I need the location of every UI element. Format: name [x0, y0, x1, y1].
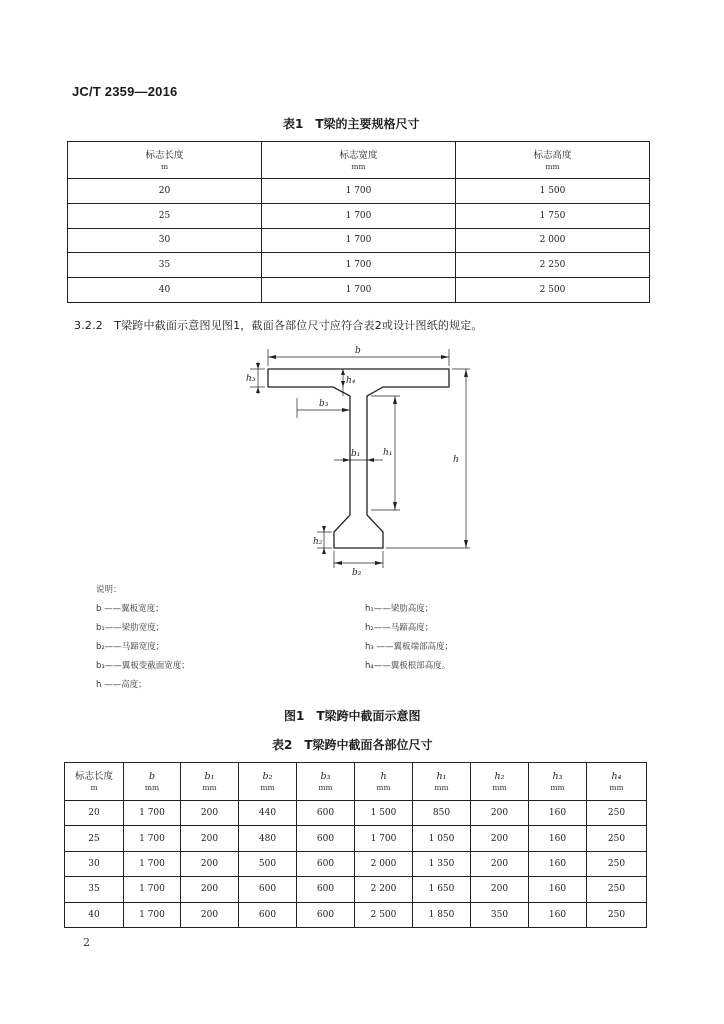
table-cell: 500 — [239, 851, 297, 876]
table2-header-row — [65, 763, 647, 801]
table1-caption: 表1 T梁的主要规格尺寸 — [283, 117, 420, 131]
table-cell: 200 — [181, 801, 239, 826]
table2-header-cell: b mm — [124, 763, 181, 801]
table2 — [64, 762, 647, 928]
table-cell: 1 700 — [124, 851, 181, 876]
table-cell: 600 — [297, 877, 355, 902]
label-b1: b₁ — [351, 449, 361, 459]
table-cell: 250 — [587, 801, 647, 826]
figure1-notes — [96, 583, 516, 693]
table-cell: 1 700 — [262, 179, 456, 204]
standard-code: JC/T 2359—2016 — [72, 84, 178, 99]
table2-header-cell: h mm — [355, 763, 413, 801]
table-cell: 1 700 — [124, 902, 181, 927]
table2-header-cell: h₁ mm — [413, 763, 471, 801]
table-cell: 250 — [587, 877, 647, 902]
table-cell: 2 500 — [456, 278, 650, 303]
table-cell: 1 700 — [262, 278, 456, 303]
table-cell: 600 — [239, 902, 297, 927]
table-cell: 350 — [471, 902, 529, 927]
table-cell: 40 — [65, 902, 124, 927]
figure1-caption: 图1 T梁跨中截面示意图 — [284, 709, 421, 723]
note-item: b₃——翼板变截面宽度； — [96, 661, 190, 671]
note-item: h₃ ——翼板端部高度； — [365, 642, 453, 652]
table-cell: 1 700 — [355, 826, 413, 851]
table-cell: 35 — [68, 253, 262, 278]
table2-caption: 表2 T梁跨中截面各部位尺寸 — [272, 738, 433, 752]
table2-header-cell: b₂ mm — [239, 763, 297, 801]
table-cell: 2 500 — [355, 902, 413, 927]
table-cell: 30 — [68, 228, 262, 253]
table-row — [65, 902, 647, 927]
table-cell: 250 — [587, 902, 647, 927]
table-cell: 20 — [65, 801, 124, 826]
table-cell: 1 700 — [262, 228, 456, 253]
table-cell: 200 — [471, 851, 529, 876]
table-cell: 440 — [239, 801, 297, 826]
table-cell: 600 — [297, 851, 355, 876]
label-b: b — [355, 346, 361, 356]
table2-header-cell: h₃ mm — [529, 763, 587, 801]
table-cell: 2 000 — [355, 851, 413, 876]
table-cell: 480 — [239, 826, 297, 851]
table-cell: 600 — [297, 902, 355, 927]
label-h4: h₄ — [346, 376, 356, 386]
table-cell: 200 — [181, 902, 239, 927]
table-cell: 200 — [471, 801, 529, 826]
table-cell: 1 050 — [413, 826, 471, 851]
table-cell: 200 — [471, 826, 529, 851]
label-h2: h₂ — [313, 537, 323, 547]
table1-header-cell: 标志长度 m — [68, 142, 262, 179]
table-row — [65, 801, 647, 826]
table-cell: 1 700 — [262, 253, 456, 278]
table-cell: 1 500 — [355, 801, 413, 826]
table-cell: 250 — [587, 851, 647, 876]
label-b2: b₂ — [352, 568, 362, 578]
table-cell: 850 — [413, 801, 471, 826]
note-item: h₂——马蹄高度； — [365, 623, 434, 633]
table-cell: 2 250 — [456, 253, 650, 278]
table-cell: 25 — [68, 203, 262, 228]
table-row — [65, 877, 647, 902]
table-cell: 160 — [529, 801, 587, 826]
note-item: h₄——翼板根部高度。 — [365, 661, 451, 671]
label-h1: h₁ — [383, 448, 393, 458]
table-cell: 20 — [68, 179, 262, 204]
table-cell: 1 500 — [456, 179, 650, 204]
table-cell: 200 — [181, 851, 239, 876]
page-number: 2 — [83, 936, 90, 949]
table-cell: 200 — [181, 877, 239, 902]
table-cell: 1 850 — [413, 902, 471, 927]
table1-header-cell: 标志宽度 mm — [262, 142, 456, 179]
table-cell: 200 — [181, 826, 239, 851]
table1-header-cell: 标志高度 mm — [456, 142, 650, 179]
table2-header-cell: h₄ mm — [587, 763, 647, 801]
note-item: b₁——梁肋宽度； — [96, 623, 165, 633]
label-h3: h₃ — [246, 374, 256, 384]
table-cell: 600 — [297, 801, 355, 826]
table-cell: 200 — [471, 877, 529, 902]
table-cell: 25 — [65, 826, 124, 851]
note-item: b₂——马蹄宽度； — [96, 642, 165, 652]
table-cell: 600 — [239, 877, 297, 902]
label-b3: b₃ — [319, 399, 329, 409]
note-item: b ——翼板宽度； — [96, 604, 164, 614]
table2-header-cell: b₃ mm — [297, 763, 355, 801]
table2-header-cell: h₂ mm — [471, 763, 529, 801]
notes-title: 说明： — [96, 585, 122, 595]
table-cell: 2 000 — [456, 228, 650, 253]
table2-header-cell: b₁ mm — [181, 763, 239, 801]
table-cell: 40 — [68, 278, 262, 303]
note-item: h₁——梁肋高度； — [365, 604, 434, 614]
table-cell: 2 200 — [355, 877, 413, 902]
table-cell: 160 — [529, 826, 587, 851]
table-cell: 30 — [65, 851, 124, 876]
table-row — [65, 826, 647, 851]
table-cell: 1 700 — [124, 877, 181, 902]
table-cell: 35 — [65, 877, 124, 902]
table-row — [65, 851, 647, 876]
table-cell: 1 700 — [262, 203, 456, 228]
label-h: h — [453, 455, 459, 465]
table-cell: 160 — [529, 877, 587, 902]
table-cell: 160 — [529, 902, 587, 927]
note-item: h ——高度； — [96, 680, 147, 690]
table-cell: 1 750 — [456, 203, 650, 228]
table-cell: 1 700 — [124, 801, 181, 826]
table-cell: 250 — [587, 826, 647, 851]
table-cell: 600 — [297, 826, 355, 851]
table-cell: 160 — [529, 851, 587, 876]
table2-header-cell: 标志长度 m — [65, 763, 124, 801]
table-cell: 1 650 — [413, 877, 471, 902]
table-cell: 1 700 — [124, 826, 181, 851]
clause-3-2-2: 3.2.2 T梁跨中截面示意图见图1，截面各部位尺寸应符合表2或设计图纸的规定。 — [74, 319, 483, 332]
table-cell: 1 350 — [413, 851, 471, 876]
